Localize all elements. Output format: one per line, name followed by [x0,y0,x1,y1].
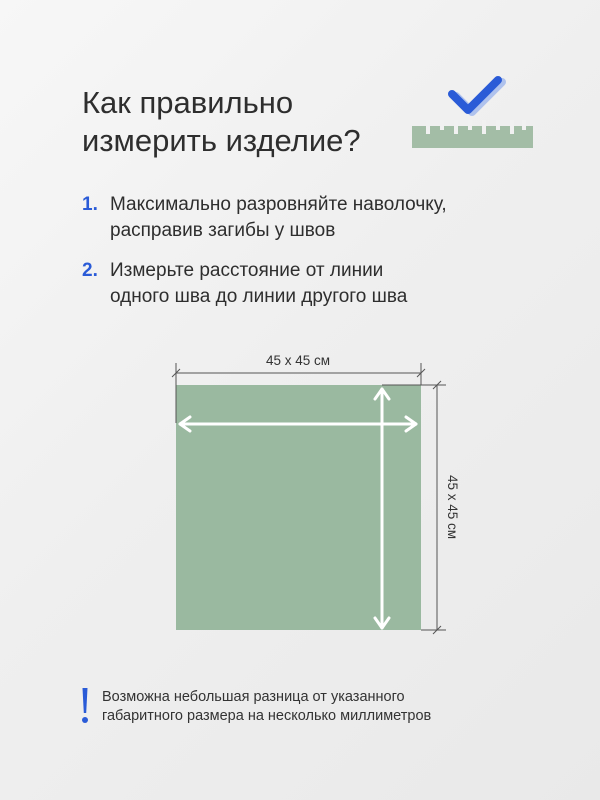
note-text [102,688,431,726]
note-line: Возможна небольшая разница от указанного [102,689,405,705]
step-line: расправив загибы у швов [110,220,336,241]
ruler-body [412,126,533,148]
check-ruler-icon [410,76,535,148]
title-line-1: Как правильно [82,85,294,120]
step-number: 1. [82,194,98,215]
pillow-shape [176,385,421,630]
pillow-diagram [160,345,470,645]
step-text [110,258,542,310]
step-item-1 [82,192,542,244]
step-line: Измерьте расстояние от линии [110,260,384,281]
step-number: 2. [82,260,98,281]
note-line: габаритного размера на несколько миллиметров [102,708,432,724]
step-item-2 [82,258,542,310]
step-text [110,192,542,244]
page-title [82,84,412,160]
exclamation-icon [80,686,90,726]
steps-list [82,192,542,310]
step-line: Максимально разровняйте наволочку, [110,194,447,215]
width-label: 45 x 45 см [265,353,331,368]
height-label: 45 x 45 см [445,474,460,540]
step-line: одного шва до линии другого шва [110,286,408,307]
title-line-2: измерить изделие? [82,123,361,158]
